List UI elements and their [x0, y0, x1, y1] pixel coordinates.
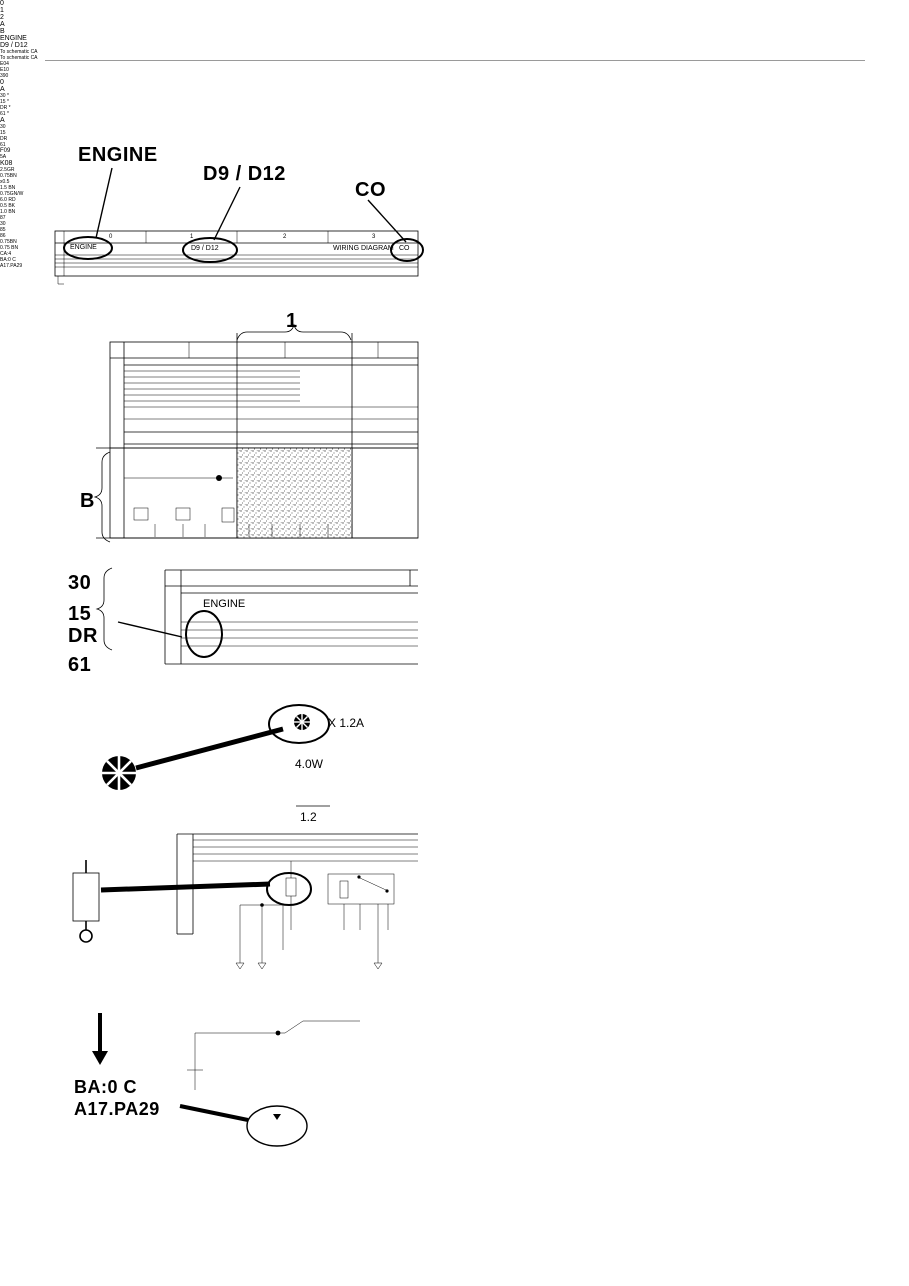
fuse-wire-6: 6.0 RD [0, 197, 16, 203]
zone-comp-e04: E04 [0, 61, 9, 67]
callout-ba0c: BA:0 C [74, 1077, 138, 1097]
callout-zone-b: B [80, 490, 95, 512]
fuse-wire-3: x0.5 [0, 179, 10, 185]
fuse-label: F09 [0, 148, 11, 154]
connector-wire-1: 0.75BN [0, 239, 17, 245]
zone-link-left: To schematic CA [0, 49, 38, 55]
rails-title: ENGINE [203, 598, 246, 610]
connector-bubble-line2: A17.PA29 [0, 263, 23, 269]
fuse-rail-30: 30 [0, 124, 6, 130]
fuse-row-a: A [0, 117, 5, 124]
rail-label-dr: DR * [0, 105, 11, 111]
rail-label-61: 61 * [0, 111, 9, 117]
callout-zone-1: 1 [286, 310, 298, 332]
strip-col-0: 0 [109, 234, 113, 240]
fuse-wire-7: 0.5 BK [0, 203, 16, 209]
strip-col-2: 2 [283, 234, 287, 240]
relay-label: K08 [0, 160, 13, 167]
callout-d9-d12: D9 / D12 [203, 163, 286, 185]
zone-col-0: 0 [0, 0, 4, 7]
fuse-terminal-85: 85 [0, 227, 6, 233]
zone-row-a: A [0, 21, 5, 28]
fuse-rail-15: 15 [0, 130, 6, 136]
callout-a17pa29: A17.PA29 [74, 1099, 160, 1119]
rail-label-30: 30 * [0, 93, 9, 99]
callout-co: CO [355, 179, 386, 201]
zone-comp-390: 390 [0, 73, 9, 79]
zone-title-right: D9 / D12 [0, 42, 28, 49]
strip-cell-engine: ENGINE [70, 244, 97, 251]
fuse-wire-4: 1.5 BN [0, 185, 16, 191]
rails-row-a: A [0, 86, 5, 93]
callout-rail-15: 15 [68, 603, 92, 625]
fuse-wire-1: 2.5GR [0, 167, 15, 173]
fuse-rail-61: 61 [0, 142, 6, 148]
fuse-terminal-86: 86 [0, 233, 6, 239]
fuse-terminal-30: 30 [0, 221, 6, 227]
fuse-wire-5: 0.75GN/W [0, 191, 24, 197]
fuse-wire-2: 0.75BN [0, 173, 17, 179]
rails-col-0: 0 [0, 79, 4, 86]
zone-row-b: B [0, 28, 5, 35]
zone-col-1: 1 [0, 7, 4, 14]
fuse-terminal-87: 87 [0, 215, 6, 221]
zone-col-2: 2 [0, 14, 4, 21]
strip-col-1: 1 [190, 234, 194, 240]
fuse-rail-dr: DR [0, 136, 8, 142]
strip-cell-wiring-diagram: WIRING DIAGRAM [333, 245, 394, 252]
lamp-symbol-label: X 1.2A [328, 716, 365, 730]
lamp-rating: 4.0W [295, 757, 324, 771]
fuse-sub-label: 5A [0, 154, 7, 160]
connector-wire-2: 0.75 BN [0, 245, 19, 251]
rail-label-15: 15 * [0, 99, 9, 105]
zone-link-right: To schematic CA [0, 55, 38, 61]
callout-rail-30: 30 [68, 572, 92, 594]
strip-cell-co: CO [399, 245, 410, 252]
zone-comp-e10: E10 [0, 67, 9, 73]
zone-title-left: ENGINE [0, 35, 27, 42]
callout-rail-61: 61 [68, 654, 92, 676]
connector-bubble-line1: BA:0 C [0, 257, 16, 263]
strip-cell-d9d12: D9 / D12 [191, 245, 219, 252]
callout-engine: ENGINE [78, 144, 158, 166]
connector-node-label: CA:4 [0, 251, 12, 257]
lamp-scale-label: 1.2 [300, 810, 317, 824]
fuse-wire-8: 1.0 BN [0, 209, 16, 215]
strip-col-3: 3 [372, 234, 376, 240]
callout-rail-dr: DR [68, 625, 98, 647]
